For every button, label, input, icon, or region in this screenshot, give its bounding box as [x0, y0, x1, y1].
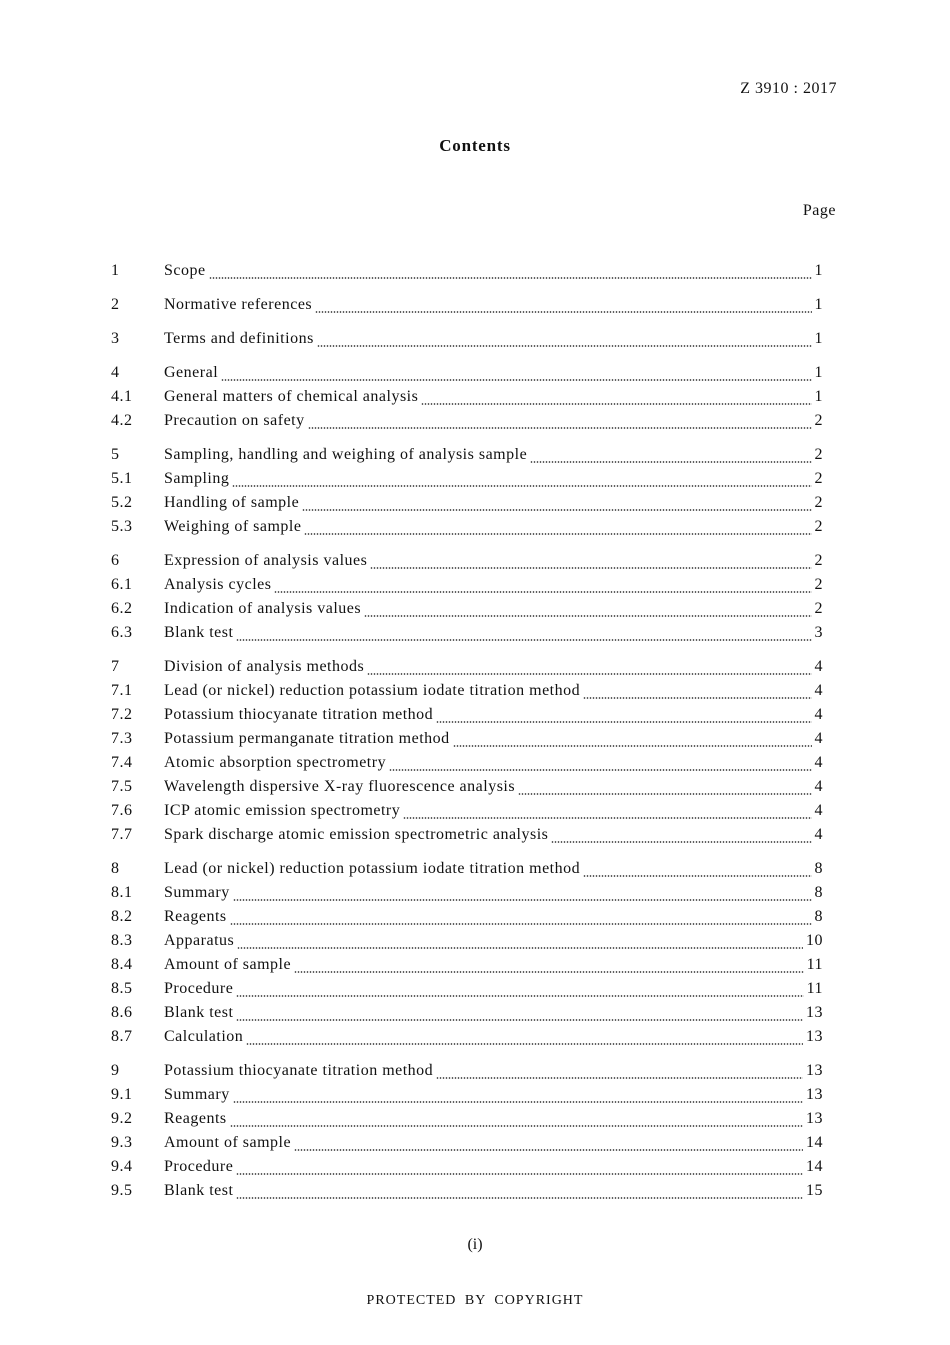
toc-entry-number: 3: [111, 330, 120, 347]
dot-leader: [389, 769, 811, 771]
copyright-footer: PROTECTED BY COPYRIGHT: [366, 1293, 584, 1308]
toc-entry-number: 9.2: [111, 1110, 133, 1127]
toc-entry[interactable]: [111, 860, 823, 884]
dot-leader: [209, 277, 812, 279]
toc-entry[interactable]: [111, 1062, 823, 1086]
toc-entry-page: 1: [814, 296, 823, 313]
toc-entry-number: 7.3: [111, 730, 133, 747]
toc-entry-label: Procedure: [164, 980, 234, 997]
toc-entry[interactable]: [111, 262, 823, 286]
toc-entry[interactable]: [111, 956, 823, 980]
dot-leader: [421, 403, 811, 405]
toc-entry-label: Calculation: [164, 1028, 244, 1045]
dot-leader: [233, 899, 812, 901]
dot-leader: [221, 379, 811, 381]
toc-entry[interactable]: [111, 388, 823, 412]
toc-entry-page: 4: [814, 826, 823, 843]
toc-entry-number: 9: [111, 1062, 120, 1079]
toc-entry-page: 3: [814, 624, 823, 641]
toc-entry-number: 7.5: [111, 778, 133, 795]
dot-leader: [237, 947, 803, 949]
toc-entry[interactable]: [111, 1110, 823, 1134]
document-id: Z 3910 : 2017: [740, 80, 837, 97]
toc-entry-page: 8: [814, 860, 823, 877]
toc-entry-number: 5.2: [111, 494, 133, 511]
toc-entry-page: 2: [814, 518, 823, 535]
toc-section-group: [111, 296, 823, 320]
toc-entry[interactable]: [111, 1134, 823, 1158]
toc-entry-number: 8.2: [111, 908, 133, 925]
toc-entry[interactable]: [111, 682, 823, 706]
toc-entry-number: 1: [111, 262, 120, 279]
toc-entry-page: 13: [806, 1110, 823, 1127]
toc-entry-label: Scope: [164, 262, 206, 279]
toc-section-group: [111, 330, 823, 354]
toc-entry-label: ICP atomic emission spectrometry: [164, 802, 401, 819]
toc-entry-label: Summary: [164, 884, 230, 901]
toc-entry-label: Wavelength dispersive X-ray fluorescence analysis: [164, 778, 516, 795]
dot-leader: [294, 1149, 803, 1151]
dot-leader: [274, 591, 811, 593]
toc-entry-page: 4: [814, 754, 823, 771]
toc-entry-number: 8.1: [111, 884, 133, 901]
dot-leader: [236, 1019, 803, 1021]
table-of-contents: [111, 262, 823, 1216]
toc-entry[interactable]: [111, 826, 823, 850]
dot-leader: [317, 345, 812, 347]
toc-entry-page: 15: [806, 1182, 823, 1199]
toc-entry-page: 11: [806, 980, 823, 997]
toc-entry-label: Blank test: [164, 1182, 234, 1199]
dot-leader: [230, 1125, 803, 1127]
toc-entry-number: 6: [111, 552, 120, 569]
toc-entry-page: 4: [814, 658, 823, 675]
toc-entry-page: 1: [814, 262, 823, 279]
toc-entry-number: 8: [111, 860, 120, 877]
dot-leader: [236, 1173, 803, 1175]
toc-entry-label: Normative references: [164, 296, 313, 313]
toc-section-group: [111, 446, 823, 542]
toc-entry-label: Weighing of sample: [164, 518, 302, 535]
toc-entry-label: General matters of chemical analysis: [164, 388, 419, 405]
dot-leader: [453, 745, 812, 747]
toc-entry[interactable]: [111, 1086, 823, 1110]
toc-entry[interactable]: [111, 706, 823, 730]
dot-leader: [304, 533, 811, 535]
toc-entry-page: 8: [814, 884, 823, 901]
toc-entry-label: Blank test: [164, 1004, 234, 1021]
toc-entry-label: Lead (or nickel) reduction potassium iodate titration method: [164, 860, 581, 877]
toc-entry[interactable]: [111, 494, 823, 518]
dot-leader: [364, 615, 811, 617]
toc-entry-page: 13: [806, 1028, 823, 1045]
toc-entry-page: 13: [806, 1004, 823, 1021]
toc-entry[interactable]: [111, 600, 823, 624]
toc-entry-number: 7.1: [111, 682, 133, 699]
toc-entry[interactable]: [111, 412, 823, 436]
toc-entry-page: 4: [814, 706, 823, 723]
toc-entry-number: 6.1: [111, 576, 133, 593]
toc-entry-page: 2: [814, 470, 823, 487]
toc-entry-label: Blank test: [164, 624, 234, 641]
toc-entry-label: Terms and definitions: [164, 330, 314, 347]
toc-entry-label: Reagents: [164, 1110, 227, 1127]
toc-entry[interactable]: [111, 980, 823, 1004]
toc-entry-page: 2: [814, 576, 823, 593]
dot-leader: [294, 971, 804, 973]
toc-entry-page: 11: [806, 956, 823, 973]
toc-entry-number: 4.1: [111, 388, 133, 405]
toc-entry-page: 2: [814, 494, 823, 511]
toc-entry-number: 9.1: [111, 1086, 133, 1103]
toc-entry-page: 10: [806, 932, 823, 949]
dot-leader: [232, 485, 811, 487]
toc-entry-page: 4: [814, 730, 823, 747]
page-title: Contents: [439, 136, 511, 155]
toc-section-group: [111, 658, 823, 850]
toc-entry-label: Sampling, handling and weighing of analysis sample: [164, 446, 528, 463]
toc-entry-label: Handling of sample: [164, 494, 300, 511]
toc-entry-number: 7.4: [111, 754, 133, 771]
toc-entry-number: 7.6: [111, 802, 133, 819]
toc-entry-page: 14: [806, 1134, 823, 1151]
toc-entry-number: 8.4: [111, 956, 133, 973]
toc-entry-number: 5.1: [111, 470, 133, 487]
toc-entry-number: 6.2: [111, 600, 133, 617]
toc-entry-page: 1: [814, 388, 823, 405]
toc-entry-label: Summary: [164, 1086, 230, 1103]
dot-leader: [236, 639, 811, 641]
toc-entry-page: 13: [806, 1086, 823, 1103]
toc-entry[interactable]: [111, 330, 823, 354]
toc-entry[interactable]: [111, 470, 823, 494]
toc-entry-number: 5.3: [111, 518, 133, 535]
toc-entry-number: 7.2: [111, 706, 133, 723]
dot-leader: [583, 875, 811, 877]
dot-leader: [367, 673, 811, 675]
toc-entry-label: Amount of sample: [164, 1134, 292, 1151]
toc-entry-page: 2: [814, 600, 823, 617]
toc-section-group: [111, 860, 823, 1052]
toc-entry-label: Sampling: [164, 470, 230, 487]
toc-entry-number: 2: [111, 296, 120, 313]
toc-entry-label: Precaution on safety: [164, 412, 305, 429]
toc-entry-number: 9.5: [111, 1182, 133, 1199]
toc-entry[interactable]: [111, 908, 823, 932]
toc-entry-number: 8.6: [111, 1004, 133, 1021]
toc-entry[interactable]: [111, 1004, 823, 1028]
toc-entry[interactable]: [111, 802, 823, 826]
dot-leader: [530, 461, 811, 463]
toc-entry-number: 9.4: [111, 1158, 133, 1175]
toc-entry-page: 14: [806, 1158, 823, 1175]
page-folio: (i): [467, 1236, 483, 1253]
toc-entry-page: 1: [814, 364, 823, 381]
toc-entry-label: Potassium permanganate titration method: [164, 730, 450, 747]
toc-entry-label: Atomic absorption spectrometry: [164, 754, 387, 771]
toc-entry[interactable]: [111, 932, 823, 956]
dot-leader: [230, 923, 812, 925]
toc-entry-label: Procedure: [164, 1158, 234, 1175]
toc-entry[interactable]: [111, 296, 823, 320]
dot-leader: [436, 1077, 803, 1079]
dot-leader: [315, 311, 811, 313]
page-column-heading: Page: [802, 202, 836, 219]
toc-entry[interactable]: [111, 518, 823, 542]
toc-entry-number: 5: [111, 446, 120, 463]
toc-entry-number: 4: [111, 364, 120, 381]
dot-leader: [551, 841, 811, 843]
toc-entry-label: Spark discharge atomic emission spectrometric analysis: [164, 826, 549, 843]
toc-entry-page: 2: [814, 552, 823, 569]
dot-leader: [236, 1197, 803, 1199]
toc-entry-label: Expression of analysis values: [164, 552, 368, 569]
toc-entry-label: Indication of analysis values: [164, 600, 362, 617]
toc-entry-number: 8.5: [111, 980, 133, 997]
toc-entry-label: Division of analysis methods: [164, 658, 365, 675]
toc-section-group: [111, 552, 823, 648]
toc-entry[interactable]: [111, 552, 823, 576]
toc-entry[interactable]: [111, 658, 823, 682]
toc-entry-label: Analysis cycles: [164, 576, 272, 593]
dot-leader: [308, 427, 812, 429]
toc-section-group: [111, 262, 823, 286]
toc-entry-label: Apparatus: [164, 932, 235, 949]
toc-entry[interactable]: [111, 754, 823, 778]
toc-entry-page: 8: [814, 908, 823, 925]
toc-section-group: [111, 364, 823, 436]
dot-leader: [583, 697, 811, 699]
toc-entry[interactable]: [111, 1158, 823, 1182]
dot-leader: [246, 1043, 803, 1045]
toc-entry[interactable]: [111, 576, 823, 600]
toc-entry-label: Potassium thiocyanate titration method: [164, 706, 434, 723]
toc-entry-number: 9.3: [111, 1134, 133, 1151]
toc-entry[interactable]: [111, 1028, 823, 1052]
toc-entry[interactable]: [111, 778, 823, 802]
toc-entry-page: 4: [814, 802, 823, 819]
toc-entry-page: 13: [806, 1062, 823, 1079]
toc-entry-number: 7: [111, 658, 120, 675]
toc-section-group: [111, 1062, 823, 1206]
toc-entry-number: 6.3: [111, 624, 133, 641]
toc-entry-label: Lead (or nickel) reduction potassium iodate titration method: [164, 682, 581, 699]
dot-leader: [436, 721, 811, 723]
toc-entry-number: 8.3: [111, 932, 133, 949]
dot-leader: [370, 567, 811, 569]
dot-leader: [518, 793, 811, 795]
toc-entry-label: General: [164, 364, 219, 381]
toc-entry-label: Amount of sample: [164, 956, 292, 973]
toc-entry[interactable]: [111, 364, 823, 388]
dot-leader: [236, 995, 803, 997]
toc-entry-page: 2: [814, 412, 823, 429]
toc-entry[interactable]: [111, 624, 823, 648]
toc-entry[interactable]: [111, 1182, 823, 1206]
toc-entry-page: 4: [814, 778, 823, 795]
toc-entry-label: Reagents: [164, 908, 227, 925]
toc-entry-label: Potassium thiocyanate titration method: [164, 1062, 434, 1079]
toc-entry-number: 4.2: [111, 412, 133, 429]
toc-entry-number: 8.7: [111, 1028, 133, 1045]
toc-entry-page: 4: [814, 682, 823, 699]
toc-entry-number: 7.7: [111, 826, 133, 843]
toc-entry[interactable]: [111, 446, 823, 470]
toc-entry[interactable]: [111, 884, 823, 908]
dot-leader: [302, 509, 811, 511]
dot-leader: [233, 1101, 803, 1103]
toc-entry-page: 1: [814, 330, 823, 347]
toc-entry-page: 2: [814, 446, 823, 463]
toc-entry[interactable]: [111, 730, 823, 754]
dot-leader: [403, 817, 811, 819]
